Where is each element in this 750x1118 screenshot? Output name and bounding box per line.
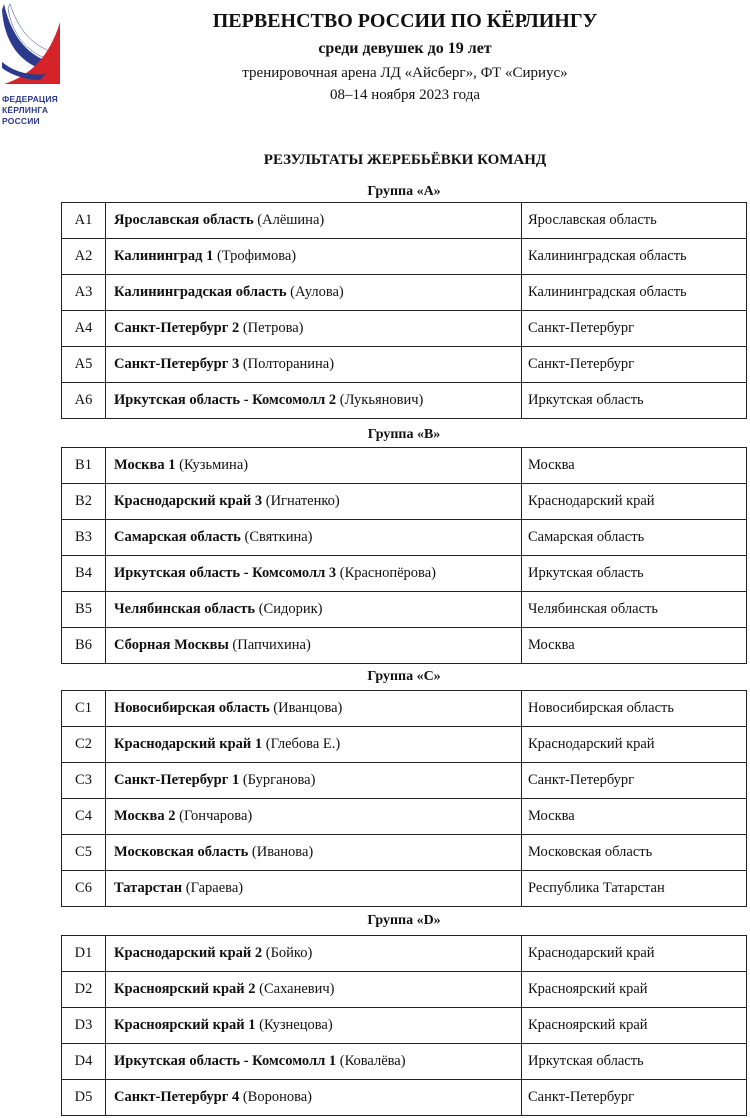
team-code: D1 bbox=[62, 936, 106, 972]
team-name: Краснодарский край 3 bbox=[114, 493, 263, 509]
group-title-b: Группа «B» bbox=[367, 427, 441, 442]
team-cell bbox=[106, 592, 522, 628]
group-table-a bbox=[61, 202, 747, 419]
team-code: A4 bbox=[62, 311, 106, 347]
team-name: Краснодарский край 2 bbox=[114, 945, 263, 961]
region: Иркутская область bbox=[522, 556, 747, 592]
table-row bbox=[62, 763, 747, 799]
region: Иркутская область bbox=[522, 383, 747, 419]
skip-name: (Гараева) bbox=[185, 880, 244, 896]
group-title-d: Группа «D» bbox=[367, 913, 441, 928]
event-dates: 08–14 ноября 2023 года bbox=[329, 87, 481, 103]
team-code: A5 bbox=[62, 347, 106, 383]
skip-name: (Трофимова) bbox=[217, 248, 297, 264]
team-code: B3 bbox=[62, 520, 106, 556]
region: Красноярский край bbox=[522, 972, 747, 1008]
team-code: B2 bbox=[62, 484, 106, 520]
team-cell bbox=[106, 972, 522, 1008]
team-code: C4 bbox=[62, 799, 106, 835]
skip-name: (Кузьмина) bbox=[179, 457, 249, 473]
team-code: D4 bbox=[62, 1044, 106, 1080]
logo-caption bbox=[2, 94, 68, 127]
team-name: Санкт-Петербург 1 bbox=[114, 772, 240, 788]
skip-name: (Полторанина) bbox=[242, 356, 335, 372]
table-row bbox=[62, 484, 747, 520]
region: Краснодарский край bbox=[522, 484, 747, 520]
team-code: B4 bbox=[62, 556, 106, 592]
team-name: Калининград 1 bbox=[114, 248, 214, 264]
group-title-c: Группа «C» bbox=[367, 669, 441, 684]
team-name: Иркутская область - Комсомолл 3 bbox=[114, 565, 337, 581]
region: Москва bbox=[522, 448, 747, 484]
table-row bbox=[62, 311, 747, 347]
skip-name: (Аулова) bbox=[290, 284, 344, 300]
team-cell bbox=[106, 799, 522, 835]
team-code: C5 bbox=[62, 835, 106, 871]
table-row bbox=[62, 448, 747, 484]
team-code: B5 bbox=[62, 592, 106, 628]
team-cell bbox=[106, 347, 522, 383]
curling-federation-emblem-icon bbox=[0, 0, 66, 92]
team-code: A2 bbox=[62, 239, 106, 275]
region: Калининградская область bbox=[522, 275, 747, 311]
table-row bbox=[62, 275, 747, 311]
team-cell bbox=[106, 203, 522, 239]
team-name: Красноярский край 1 bbox=[114, 1017, 256, 1033]
table-row bbox=[62, 1080, 747, 1116]
team-name: Санкт-Петербург 4 bbox=[114, 1089, 240, 1105]
skip-name: (Бурганова) bbox=[242, 772, 316, 788]
team-name: Москва 1 bbox=[114, 457, 176, 473]
table-row bbox=[62, 556, 747, 592]
group-title-a: Группа «A» bbox=[367, 184, 441, 199]
team-cell bbox=[106, 936, 522, 972]
team-cell bbox=[106, 727, 522, 763]
table-row bbox=[62, 383, 747, 419]
region: Московская область bbox=[522, 835, 747, 871]
team-name: Красноярский край 2 bbox=[114, 981, 256, 997]
team-name: Сборная Москвы bbox=[114, 637, 229, 653]
team-name: Челябинская область bbox=[114, 601, 256, 617]
team-cell bbox=[106, 763, 522, 799]
skip-name: (Святкина) bbox=[244, 529, 313, 545]
logo-line: ФЕДЕРАЦИЯ bbox=[2, 94, 58, 104]
team-code: A1 bbox=[62, 203, 106, 239]
team-cell bbox=[106, 239, 522, 275]
team-cell bbox=[106, 520, 522, 556]
team-cell bbox=[106, 311, 522, 347]
table-row bbox=[62, 835, 747, 871]
region: Санкт-Петербург bbox=[522, 763, 747, 799]
skip-name: (Краснопёрова) bbox=[339, 565, 436, 581]
team-code: D5 bbox=[62, 1080, 106, 1116]
table-row bbox=[62, 691, 747, 727]
region: Красноярский край bbox=[522, 1008, 747, 1044]
team-cell bbox=[106, 275, 522, 311]
skip-name: (Петрова) bbox=[242, 320, 304, 336]
skip-name: (Глебова Е.) bbox=[265, 736, 341, 752]
team-code: C2 bbox=[62, 727, 106, 763]
team-cell bbox=[106, 448, 522, 484]
team-code: A3 bbox=[62, 275, 106, 311]
region: Санкт-Петербург bbox=[522, 347, 747, 383]
document-title: ПЕРВЕНСТВО РОССИИ ПО КЁРЛИНГУ bbox=[212, 10, 598, 32]
region: Краснодарский край bbox=[522, 727, 747, 763]
skip-name: (Иванова) bbox=[251, 844, 314, 860]
region: Москва bbox=[522, 628, 747, 664]
table-row bbox=[62, 203, 747, 239]
table-row bbox=[62, 347, 747, 383]
team-cell bbox=[106, 691, 522, 727]
team-cell bbox=[106, 871, 522, 907]
region: Самарская область bbox=[522, 520, 747, 556]
region: Республика Татарстан bbox=[522, 871, 747, 907]
skip-name: (Кузнецова) bbox=[259, 1017, 333, 1033]
logo-line: КЁРЛИНГА bbox=[2, 105, 49, 115]
team-code: C6 bbox=[62, 871, 106, 907]
team-name: Иркутская область - Комсомолл 1 bbox=[114, 1053, 337, 1069]
skip-name: (Лукьянович) bbox=[339, 392, 424, 408]
region: Санкт-Петербург bbox=[522, 311, 747, 347]
team-code: D2 bbox=[62, 972, 106, 1008]
venue: тренировочная арена ЛД «Айсберг», ФТ «Сириус» bbox=[242, 65, 568, 81]
team-name: Ярославская область bbox=[114, 212, 254, 228]
skip-name: (Папчихина) bbox=[232, 637, 311, 653]
team-code: A6 bbox=[62, 383, 106, 419]
region: Калининградская область bbox=[522, 239, 747, 275]
team-name: Новосибирская область bbox=[114, 700, 270, 716]
table-row bbox=[62, 1044, 747, 1080]
team-name: Краснодарский край 1 bbox=[114, 736, 263, 752]
team-cell bbox=[106, 484, 522, 520]
team-cell bbox=[106, 1008, 522, 1044]
team-name: Татарстан bbox=[114, 880, 183, 896]
table-row bbox=[62, 936, 747, 972]
region: Новосибирская область bbox=[522, 691, 747, 727]
team-cell bbox=[106, 383, 522, 419]
team-name: Санкт-Петербург 3 bbox=[114, 356, 240, 372]
team-name: Московская область bbox=[114, 844, 249, 860]
team-cell bbox=[106, 1080, 522, 1116]
team-cell bbox=[106, 835, 522, 871]
table-row bbox=[62, 592, 747, 628]
team-code: B1 bbox=[62, 448, 106, 484]
team-code: C3 bbox=[62, 763, 106, 799]
skip-name: (Игнатенко) bbox=[265, 493, 340, 509]
table-row bbox=[62, 799, 747, 835]
skip-name: (Ковалёва) bbox=[339, 1053, 406, 1069]
team-code: B6 bbox=[62, 628, 106, 664]
skip-name: (Иванцова) bbox=[273, 700, 343, 716]
skip-name: (Саханевич) bbox=[259, 981, 335, 997]
team-name: Калининградская область bbox=[114, 284, 287, 300]
region: Ярославская область bbox=[522, 203, 747, 239]
skip-name: (Алёшина) bbox=[257, 212, 325, 228]
skip-name: (Воронова) bbox=[242, 1089, 313, 1105]
team-code: D3 bbox=[62, 1008, 106, 1044]
document-subtitle: среди девушек до 19 лет bbox=[318, 40, 492, 57]
logo-line: РОССИИ bbox=[2, 116, 40, 126]
region: Иркутская область bbox=[522, 1044, 747, 1080]
skip-name: (Сидорик) bbox=[258, 601, 323, 617]
team-code: C1 bbox=[62, 691, 106, 727]
table-row bbox=[62, 239, 747, 275]
table-row bbox=[62, 871, 747, 907]
table-row bbox=[62, 1008, 747, 1044]
region: Краснодарский край bbox=[522, 936, 747, 972]
region: Санкт-Петербург bbox=[522, 1080, 747, 1116]
team-cell bbox=[106, 628, 522, 664]
team-cell bbox=[106, 556, 522, 592]
table-row bbox=[62, 520, 747, 556]
region: Москва bbox=[522, 799, 747, 835]
team-name: Москва 2 bbox=[114, 808, 176, 824]
group-table-d bbox=[61, 935, 747, 1116]
table-row bbox=[62, 972, 747, 1008]
team-name: Самарская область bbox=[114, 529, 241, 545]
skip-name: (Гончарова) bbox=[179, 808, 253, 824]
region: Челябинская область bbox=[522, 592, 747, 628]
team-name: Санкт-Петербург 2 bbox=[114, 320, 240, 336]
team-cell bbox=[106, 1044, 522, 1080]
results-heading: РЕЗУЛЬТАТЫ ЖЕРЕБЬЁВКИ КОМАНД bbox=[263, 152, 547, 168]
team-name: Иркутская область - Комсомолл 2 bbox=[114, 392, 337, 408]
group-table-c bbox=[61, 690, 747, 907]
skip-name: (Бойко) bbox=[265, 945, 313, 961]
table-row bbox=[62, 628, 747, 664]
table-row bbox=[62, 727, 747, 763]
group-table-b bbox=[61, 447, 747, 664]
